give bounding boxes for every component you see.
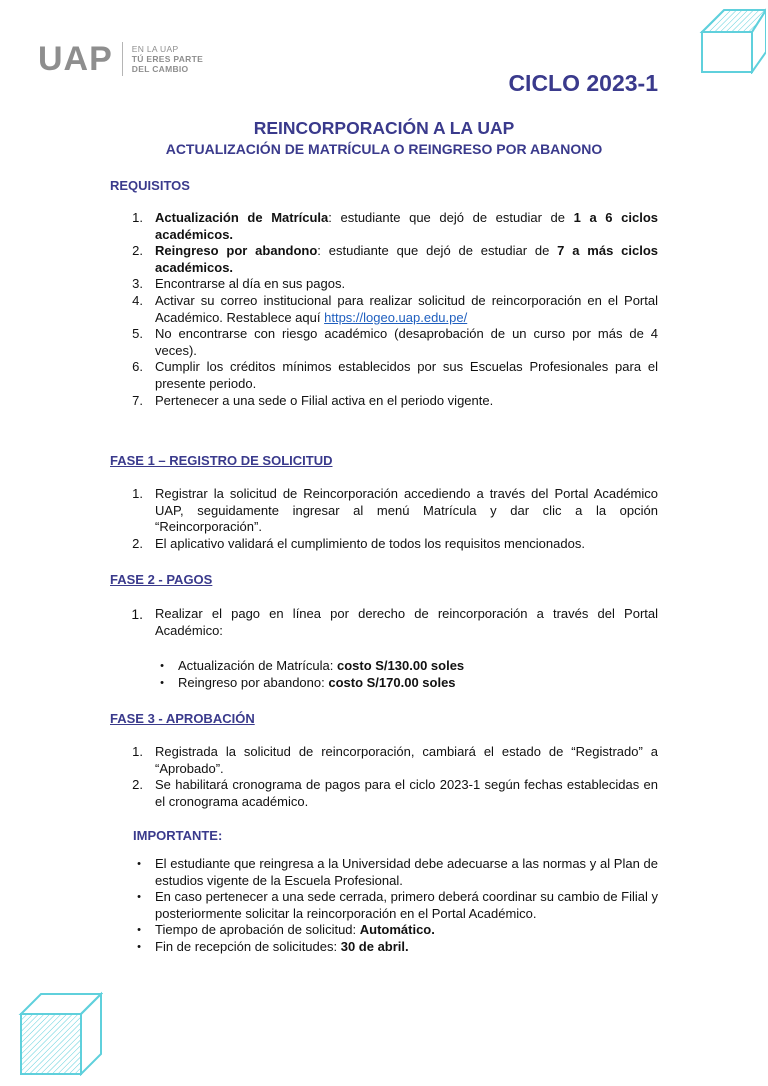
list-item: 3. Encontrarse al día en sus pagos. bbox=[132, 276, 346, 292]
list-item: • En caso pertenecer a una sede cerrada, primero deberá coordinar su cambio de Filial y posteriormente solicitar la reincorporación en el Portal Académico. bbox=[137, 889, 658, 921]
list-item: 4. Activar su correo institucional para realizar solicitud de reincorporación en el Portal Académico. Restablece aquí https://logeo.uap.edu.pe/ bbox=[132, 292, 658, 325]
fase3-heading: FASE 3 - APROBACIÓN bbox=[110, 711, 255, 726]
logo-tagline: EN LA UAP TÚ ERES PARTE DEL CAMBIO bbox=[131, 44, 204, 74]
list-item: 2. Se habilitará cronograma de pagos para el ciclo 2023-1 según fechas establecidas en el cronograma académico. bbox=[132, 777, 658, 809]
list-item: • Reingreso por abandono: costo S/170.00 soles bbox=[160, 674, 456, 690]
page-title: REINCORPORACIÓN A LA UAP bbox=[253, 118, 515, 138]
list-item: 6. Cumplir los créditos mínimos establecidos por sus Escuelas Profesionales para el presente periodo. bbox=[132, 359, 658, 391]
list-item: 1. Registrada la solicitud de reincorporación, cambiará el estado de “Registrado” a “Aprobado”. bbox=[132, 744, 658, 776]
list-item: 7. Pertenecer a una sede o Filial activa en el periodo vigente. bbox=[132, 392, 494, 408]
cube-decoration-icon bbox=[17, 990, 103, 1076]
fase1-heading: FASE 1 – REGISTRO DE SOLICITUD bbox=[110, 453, 333, 468]
requisitos-heading: REQUISITOS bbox=[110, 178, 190, 193]
fase2-list bbox=[110, 606, 658, 639]
portal-link[interactable]: https://logeo.uap.edu.pe/ bbox=[324, 309, 468, 325]
list-item: 1. Realizar el pago en línea por derecho de reincorporación a través del Portal Académico: bbox=[131, 606, 658, 638]
cube-decoration-icon bbox=[680, 4, 766, 74]
fase1-list bbox=[110, 486, 658, 552]
fase2-costs bbox=[110, 658, 658, 691]
list-item: 2. El aplicativo validará el cumplimiento de todos los requisitos mencionados. bbox=[132, 535, 585, 551]
list-item: • Fin de recepción de solicitudes: 30 de abril. bbox=[137, 938, 409, 954]
list-item: • Tiempo de aprobación de solicitud: Automático. bbox=[137, 922, 435, 938]
list-item: 1. Registrar la solicitud de Reincorporación accediendo a través del Portal Académico UAP, seguidamente ingresar al menú Matrícula y dar clic a la opción “Reincorporación”. bbox=[132, 486, 658, 535]
list-item: • El estudiante que reingresa a la Universidad debe adecuarse a las normas y al Plan de estudios vigente de la Escuela Profesional. bbox=[137, 856, 658, 888]
logo-divider bbox=[122, 42, 123, 76]
list-item: • Actualización de Matrícula: costo S/130.00 soles bbox=[160, 658, 465, 673]
importante-list bbox=[110, 856, 658, 956]
list-item: 2. Reingreso por abandono: estudiante que dejó de estudiar de 7 a más ciclos académicos. bbox=[132, 243, 659, 275]
page-subtitle: ACTUALIZACIÓN DE MATRÍCULA O REINGRESO POR ABANONO bbox=[165, 141, 603, 157]
logo-mark: UAP bbox=[38, 40, 113, 78]
uap-logo bbox=[38, 42, 203, 76]
cycle-label: CICLO 2023-1 bbox=[508, 70, 658, 96]
list-item: 5. No encontrarse con riesgo académico (desaprobación de un curso por más de 4 veces). bbox=[132, 326, 658, 358]
fase2-heading: FASE 2 - PAGOS bbox=[110, 572, 213, 587]
requisitos-list bbox=[110, 210, 658, 409]
list-item: 1. Actualización de Matrícula: estudiante que dejó de estudiar de 1 a 6 ciclos académicos. bbox=[132, 210, 658, 242]
fase3-list bbox=[110, 744, 658, 810]
importante-heading: IMPORTANTE: bbox=[133, 828, 223, 843]
